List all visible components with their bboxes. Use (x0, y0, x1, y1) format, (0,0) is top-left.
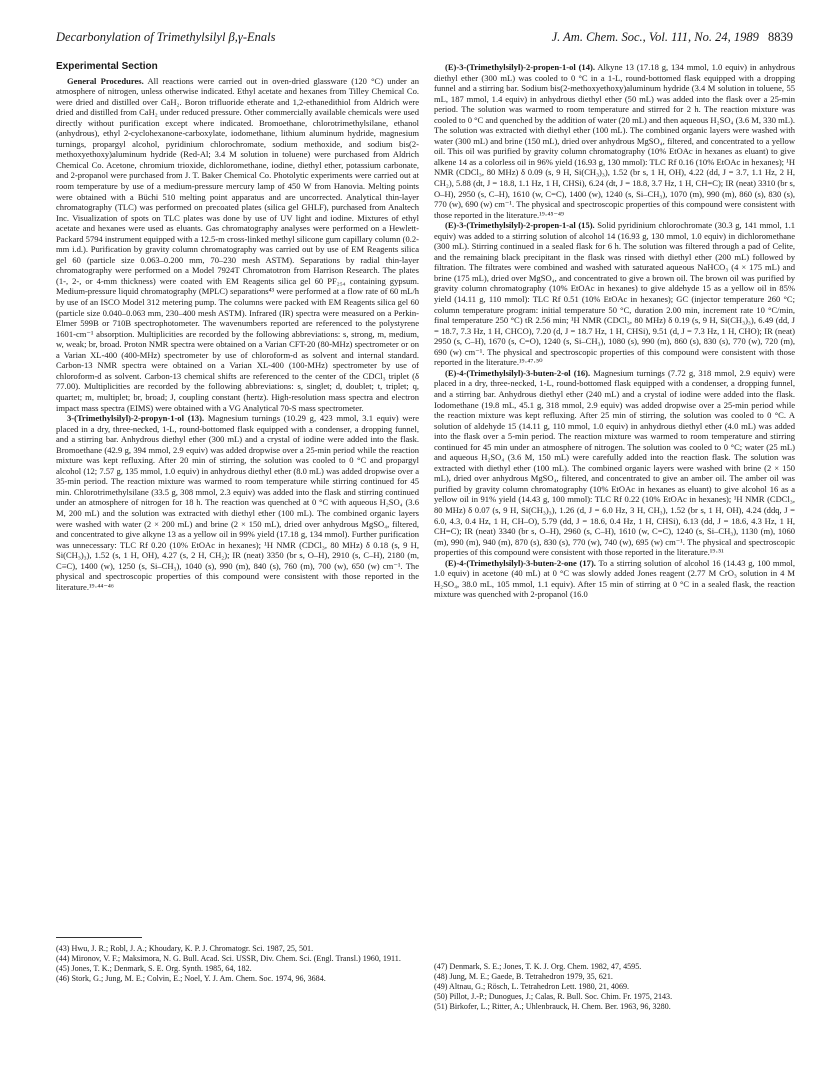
paragraph-compound-15 (434, 220, 795, 368)
journal-citation (552, 30, 793, 45)
paragraph-heading: (E)-4-(Trimethylsilyl)-3-buten-2-ol (16). (445, 367, 591, 378)
footnote: (49) Altnau, G.; Rösch, L. Tetrahedron Lett. 1980, 21, 4069. (434, 981, 630, 991)
journal-info: J. Am. Chem. Soc., Vol. 111, No. 24, 1989 (551, 30, 759, 44)
left-column (56, 62, 419, 592)
footnote: (51) Birkofer, L.; Ritter, A.; Uhlenbrauck, H. Chem. Ber. 1963, 96, 3280. (434, 1001, 671, 1011)
footnote: (47) Denmark, S. E.; Jones, T. K. J. Org. Chem. 1982, 47, 4595. (434, 962, 642, 971)
paragraph-body: To a stirring solution of alcohol 16 (14.43 g, 100 mmol, 1.0 equiv) in acetone (40 mL) at 0 °C was slowly added Jones reagent (2.77 M CrO₃ solution in 4 M H₂SO₄, 38.0 mL, 105 mmol, 1.1 equiv). After 15 min of stirring at 0 °C in a sealed flask, the reaction mixture was quenched with 2-propanol (16.0 (434, 557, 795, 600)
running-title: Decarbonylation of Trimethylsilyl β,γ-Enals (56, 30, 276, 44)
footnote: (45) Jones, T. K.; Denmark, S. E. Org. Synth. 1985, 64, 182. (56, 963, 252, 973)
paragraph-compound-14 (434, 62, 795, 220)
running-header (56, 30, 793, 46)
paragraph-body: All reactions were carried out in oven-dried glassware (120 °C) under an atmosphere of nitrogen, unless otherwise indicated. Ethyl acetate and hexanes from Tilley Chemical Co. were dried and distilled over CaH₂. Boron trifluoride etherate and 1,2-ethanedithiol from Aldrich were dried and distilled from CaH₂ under reduced pressure. Other commercially available chemicals were used directly without purification except where indicated. Bromoethane, chlorotrimethylsilane, ethanol (anhydrous), ethyl 2-cyclohexanone-carboxylate, iodomethane, lithium aluminum hydride, magnesium turnings, propargyl alcohol, pyridinium chlorochromate, sodium methoxide, and sodium bis(2-methoxyethoxy)aluminum hydride (Red-Al; 3.4 M solution in toluene) were purchased from Aldrich Chemical Co. Acetone, chromium trioxide, dichloromethane, iodine, diethyl ether, potassium carbonate, and 2-propanol were purchased from J. T. Baker Chemical Co. Photolytic experiments were carried out at room temperature by use of a medium-pressure mercury lamp of 450 W from Hanovia. Melting points were obtained with a Büchi 510 melting point apparatus and are uncorrected. Analytical thin-layer chromatography (TLC) was performed on precoated plates (silica gel GHLF), purchased from Analtech Inc. Visualization of spots on TLC plates was done by use of UV light and iodine. Mixtures of ethyl acetate and hexanes were used as eluants. Gas chromatography analyses were performed on a Hewlett-Packard 5794 instrument equipped with a 12.5-m cross-linked methyl silicone gum capillary column (0.2-mm i.d.). Purification by gravity column chromatography was carried out by use of EM Reagents silica gel 60 (particle size 0.063–0.200 mm, 70–230 mesh ASTM). Separations by radial thin-layer chromatography were performed on a Model 7924T Chromatotron from Harrison Research. The plates (1-, 2-, or 4-mm thickness) were coated with EM Reagents silica gel 60 PF₂₅₄ containing gypsum. Medium-pressure liquid chromatography (MPLC) separations⁴³ were performed at a flow rate of 60 mL/h by use of an ISCO Model 312 metering pump. The columns were packed with EM Reagents silica gel 60 (particle size 0.040–0.063 mm, 230–400 mesh ASTM). Infrared (IR) spectra were measured on a Perkin-Elmer 599B or 710B spectrophotometer. The wavenumbers reported are referenced to the polystyrene 1601-cm⁻¹ absorption. Multiplicities are recorded by the following abbreviations: s, strong, m, medium, w, weak; br, broad. Proton NMR spectra were obtained on a Varian CFT-20 (80-MHz) spectrometer or on a Varian XL-400 (400-MHz) spectrometer by use of chloroform-d as solvent and internal standard. Carbon-13 NMR spectra were obtained on a Varian XL-400 (100-MHz) spectrometer by use of chloroform-d as solvent. Carbon-13 chemical shifts are referenced to the center of the CDCl₃ triplet (δ 77.00). Multiplicities are recorded by the following abbreviations: s, singlet; d, doublet; t, triplet; q, quartet; m, multiplet; br, broad; J, coupling constant (hertz). High-resolution mass spectra and electron impact mass spectra (EIMS) were obtained with a VG Analytical 70-S mass spectrometer. (56, 75, 419, 413)
paragraph-heading: (E)-4-(Trimethylsilyl)-3-buten-2-one (17). (445, 557, 596, 568)
paragraph-general-procedures (56, 76, 419, 414)
paragraph-body: Alkyne 13 (17.18 g, 134 mmol, 1.0 equiv) in anhydrous diethyl ether (300 mL) was cooled to 0 °C in a 1-L, round-bottomed flask equipped with a dropping funnel and a stirring bar. Sodium bis(2-methoxyethoxy)aluminum hydride (3.4 M solution in toluene, 55 mL, 187 mmol, 1.4 equiv) in anhydrous diethyl ether (50 mL) was added into the flask over a 25-min period. The solution was warmed to room temperature and stirred for 2 h. The reaction mixture was cooled to 0 °C and quenched by the addition of water (20 mL) and then aqueous H₂SO₄ (3.6 M, 330 mL). The solution was extracted with diethyl ether (100 mL). The combined organic layers were washed with water (300 mL) and brine (150 mL), dried over anhydrous MgSO₄, filtered, and concentrated to a yellow oil. This oil was purified by gravity column chromatography (10% EtOAc in hexanes as eluant) to give alkene 14 as a colorless oil in 96% yield (16.93 g, 130 mmol): TLC Rf 0.16 (10% EtOAc in hexanes); ¹H NMR (CDCl₃, 80 MHz) δ 0.09 (s, 9 H, Si(CH₃)₃), 1.52 (br s, 1 H, OH), 4.22 (dd, J = 3.7, 1.1 Hz, 2 H, CH₂), 5.88 (dt, J = 18.8, 1.1 Hz, 1 H, CHSi), 6.24 (dt, J = 18.8, 3.7 Hz, 1 H, CH=C); IR (neat) 3310 (br s, O–H), 2950 (s, C–H), 1610 (w, C=C), 1400 (w), 1240 (s, Si–CH₃), 1070 (m), 990 (m), 860 (s), 830 (s), 770 (w), 690 (w) cm⁻¹. The physical and spectroscopic properties of this compound were consistent with those reported in the literature.¹⁹·⁴⁵⁻⁴⁹ (434, 62, 796, 220)
footnote: (46) Stork, G.; Jung, M. E.; Colvin, E.; Noel, Y. J. Am. Chem. Soc. 1974, 96, 3684. (56, 973, 326, 983)
paragraph-heading: (E)-3-(Trimethylsilyl)-2-propen-1-al (15). (445, 220, 595, 231)
paragraph-compound-13 (56, 413, 419, 592)
footnotes-left (56, 937, 419, 984)
paragraph-compound-17 (434, 558, 795, 600)
paragraph-body: Magnesium turnings (10.29 g, 423 mmol, 3.1 equiv) were placed in a dry, three-necked, 1-L, round-bottomed flask equipped with a condenser, a dropping funnel, and a stirring bar. Anhydrous diethyl ether (300 mL) and a crystal of iodine were added into the flask. Bromoethane (42.9 g, 394 mmol, 2.9 equiv) was added dropwise over a 25-min period while the reaction mixture was kept refluxing. After 20 min of stirring, the solution was cooled to 0 °C and propargyl alcohol (12; 7.57 g, 135 mmol, 1.0 equiv) in anhydrous diethyl ether (8.0 mL) was added dropwise over a 35-min period. The reaction mixture was warmed to room temperature while stirring continued for 45 min. Chlorotrimethylsilane (33.5 g, 308 mmol, 2.3 equiv) was added into the flask and stirring continued under an atmosphere of nitrogen for 18 h. The reaction was quenched at 0 °C with aqueous H₂SO₄ (3.6 M, 200 mL) and the solution was extracted with diethyl ether (100 mL). The combined organic layers were washed with water (2 × 200 mL) and brine (2 × 150 mL), dried over anhydrous MgSO₄, filtered, and concentrated to give alkyne 13 as a yellow oil in 99% yield (17.18 g, 134 mmol). Further purification was unnecessary: TLC Rf 0.20 (10% EtOAc in hexanes); ¹H NMR (CDCl₃, 80 MHz) δ 0.18 (s, 9 H, Si(CH₃)₃), 1.52 (s, 1 H, OH), 4.27 (s, 2 H, CH₂); IR (neat) 3350 (br s, O–H), 2910 (s, C–H), 2180 (m, C≡C), 1400 (w), 1250 (s, Si–CH₃), 1040 (s), 990 (m), 840 (s), 760 (m), 700 (w), 650 (w) cm⁻¹. The physical and spectroscopic properties of this compound were consistent with those reported in the literature.¹⁹·⁴⁴⁻⁴⁶ (56, 413, 419, 592)
page-number: 8839 (768, 30, 793, 44)
paragraph-body: Solid pyridinium chlorochromate (30.3 g, 141 mmol, 1.1 equiv) was added to a stirring solution of alcohol 14 (16.93 g, 130 mmol, 1.0 equiv) in dichloromethane (300 mL). Stirring continued in a sealed flask for 6 h. The solution was filtered through a pad of Celite, and the remaining black precipitant in the flask was rinsed with diethyl ether (200 mL) followed by filtration. The filtrates were combined and washed with saturated aqueous NaHCO₃ (4 × 175 mL) and brine (175 mL), dried over MgSO₄, and concentrated to give a brown oil. The brown oil was purified by gravity column chromatography (10% EtOAc in hexanes) to give aldehyde 15 as a yellow oil in 85% yield (14.11 g, 110 mmol): TLC Rf 0.51 (10% EtOAc in hexanes); GC (injector temperature 260 °C; column temperature program: initial temperature 50 °C, duration 2.00 min, increment rate 10 °C/min, final temperature 250 °C) tR 2.56 min; ¹H NMR (CDCl₃, 80 MHz) δ 0.19 (s, 9 H, Si(CH₃)₃), 6.49 (dd, J = 18.7, 7.3 Hz, 1 H, CHCO), 7.20 (d, J = 18.7 Hz, 1 H, CHSi), 9.51 (d, J = 7.3 Hz, 1 H, CHO); IR (neat) 2950 (s, C–H), 1670 (s, C=O), 1240 (s, Si–CH₃), 1080 (s), 990 (m), 860 (s), 830 (s), 770 (w), 720 (m), 690 (w) cm⁻¹. The physical and spectroscopic properties of this compound were consistent with those reported in the literature.¹⁹·⁴⁷·⁵⁰ (434, 220, 795, 368)
paragraph-heading: (E)-3-(Trimethylsilyl)-2-propen-1-ol (14). (445, 62, 595, 72)
footnotes-right (434, 962, 795, 1012)
paragraph-heading: 3-(Trimethylsilyl)-2-propyn-1-ol (13). (67, 413, 205, 424)
paragraph-body: Magnesium turnings (7.72 g, 318 mmol, 2.9 equiv) were placed in a dry, three-necked, 1-L, round-bottomed flask equipped with a condenser, a dropping funnel, and a stirring bar. Anhydrous diethyl ether (240 mL) and a crystal of iodine were added into the flask. Iodomethane (19.8 mL, 45.1 g, 318 mmol, 2.9 equiv) was added dropwise over a 25-min period while the reaction mixture was kept refluxing. After 25 min of stirring, the solution was cooled to 0 °C. A solution of aldehyde 15 (14.11 g, 110 mmol, 1.0 equiv) in anhydrous diethyl ether (4.0 mL) was added into the flask over a 5-min period. The reaction mixture was warmed to room temperature and stirring continued for 45 min under an atmosphere of nitrogen. The solution was cooled to 0 °C; water (25 mL) and aqueous H₂SO₄ (3.6 M, 150 mL) were carefully added into the reaction flask. The solution was extracted with diethyl ether (100 mL). The combined organic layers were washed with brine (2 × 150 mL), dried over anhydrous MgSO₄, filtered, and concentrated to give an amber oil. The amber oil was purified by gravity column chromatography (10% EtOAc in hexanes as eluant) to give alcohol 16 as a yellow oil in 91% yield (14.43 g, 100 mmol): TLC Rf 0.22 (10% EtOAc in hexanes); ¹H NMR (CDCl₃, 80 MHz) δ 0.07 (s, 9 H, Si(CH₃)₃), 1.26 (d, J = 6.0 Hz, 3 H, CH₃), 1.52 (br s, 1 H, OH), 4.24 (ddq, J = 6.0, 4.3, 0.4 Hz, 1 H, CH–O), 5.79 (dd, J = 18.6, 0.4 Hz, 1 H, CHSi), 6.13 (dd, J = 18.6, 4.3 Hz, 1 H, CH=C); IR (neat) 3340 (br s, O–H), 2960 (s, C–H), 1610 (w, C=C), 1240 (s, Si–CH₃), 1130 (m), 1060 (m), 990 (m), 940 (m), 870 (s), 830 (s), 770 (w), 740 (w), 695 (w) cm⁻¹. The physical and spectroscopic properties of this compound were consistent with those reported in the literature.¹⁹·⁵¹ (434, 367, 795, 558)
footnote-divider (56, 937, 142, 938)
footnote: (43) Hwu, J. R.; Robl, J. A.; Khoudary, K. P. J. Chromatogr. Sci. 1987, 25, 501. (56, 944, 314, 953)
section-title: Experimental Section (56, 61, 158, 72)
right-column (434, 62, 795, 600)
footnote: (50) Pillot, J.-P.; Dunogues, J.; Calas, R. Bull. Soc. Chim. Fr. 1975, 2143. (434, 991, 673, 1001)
paragraph-heading: General Procedures. (67, 75, 144, 86)
footnote: (44) Mironov, V. F.; Maksimora, N. G. Bull. Acad. Sci. USSR, Div. Chem. Sci. (Engl. Transl.) 1960, 1911. (56, 953, 401, 963)
footnote: (48) Jung, M. E.; Gaede, B. Tetrahedron 1979, 35, 621. (434, 971, 613, 981)
paragraph-compound-16 (434, 368, 795, 558)
